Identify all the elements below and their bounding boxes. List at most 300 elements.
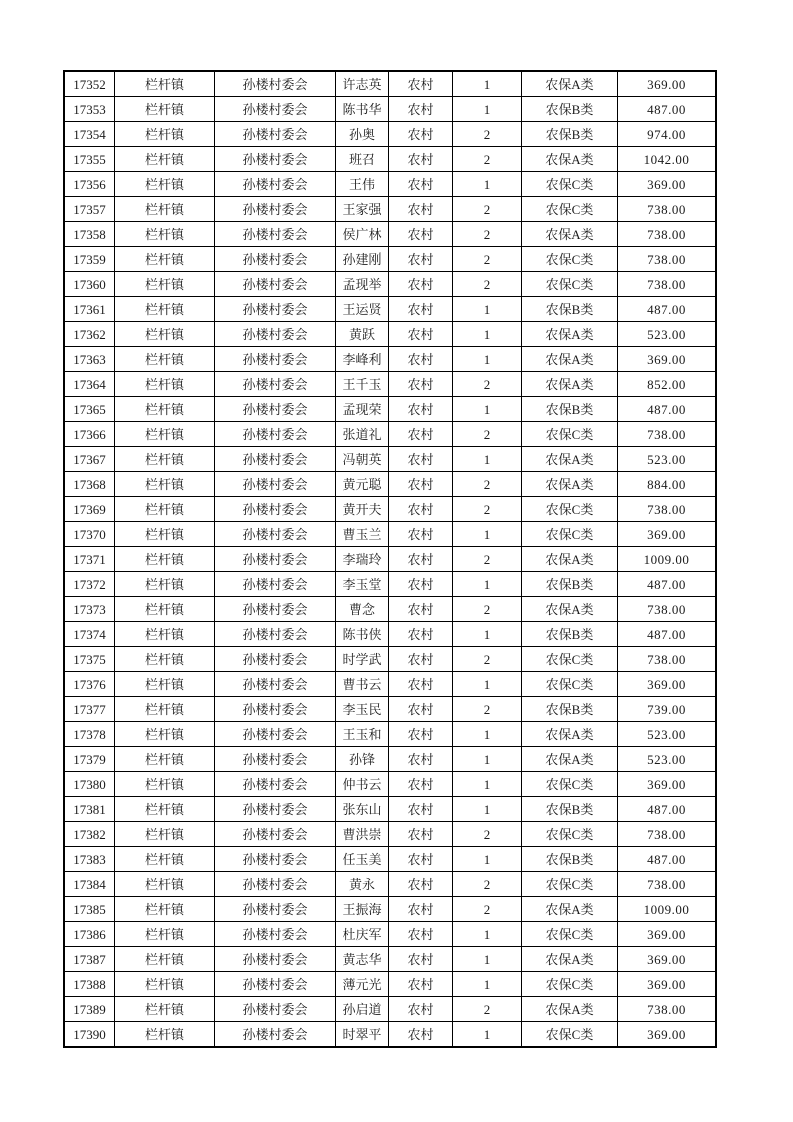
- cell-residence: 农村: [389, 497, 453, 522]
- cell-name: 张东山: [336, 797, 389, 822]
- cell-count: 1: [453, 772, 522, 797]
- cell-name: 陈书侠: [336, 622, 389, 647]
- table-row: [64, 172, 716, 197]
- cell-residence: 农村: [389, 597, 453, 622]
- cell-id: 17370: [64, 522, 115, 547]
- cell-count: 1: [453, 922, 522, 947]
- cell-name: 王振海: [336, 897, 389, 922]
- table-row: [64, 247, 716, 272]
- cell-id: 17365: [64, 397, 115, 422]
- table-row: [64, 922, 716, 947]
- cell-name: 李玉堂: [336, 572, 389, 597]
- cell-id: 17360: [64, 272, 115, 297]
- cell-town: 栏杆镇: [115, 572, 215, 597]
- cell-village: 孙楼村委会: [215, 222, 336, 247]
- cell-name: 王家强: [336, 197, 389, 222]
- cell-count: 2: [453, 197, 522, 222]
- cell-residence: 农村: [389, 847, 453, 872]
- cell-town: 栏杆镇: [115, 872, 215, 897]
- cell-name: 薄元光: [336, 972, 389, 997]
- cell-residence: 农村: [389, 197, 453, 222]
- cell-count: 2: [453, 597, 522, 622]
- cell-residence: 农村: [389, 997, 453, 1022]
- cell-amount: 738.00: [618, 247, 717, 272]
- table-row: [64, 147, 716, 172]
- cell-residence: 农村: [389, 872, 453, 897]
- cell-village: 孙楼村委会: [215, 122, 336, 147]
- cell-name: 王玉和: [336, 722, 389, 747]
- cell-count: 1: [453, 322, 522, 347]
- table-row: [64, 272, 716, 297]
- cell-amount: 523.00: [618, 322, 717, 347]
- cell-village: 孙楼村委会: [215, 497, 336, 522]
- cell-residence: 农村: [389, 797, 453, 822]
- cell-name: 曹书云: [336, 672, 389, 697]
- cell-amount: 1009.00: [618, 897, 717, 922]
- table-row: [64, 297, 716, 322]
- cell-residence: 农村: [389, 272, 453, 297]
- cell-category: 农保C类: [522, 522, 618, 547]
- cell-village: 孙楼村委会: [215, 797, 336, 822]
- cell-town: 栏杆镇: [115, 97, 215, 122]
- cell-id: 17353: [64, 97, 115, 122]
- cell-count: 1: [453, 797, 522, 822]
- cell-village: 孙楼村委会: [215, 647, 336, 672]
- cell-town: 栏杆镇: [115, 822, 215, 847]
- cell-name: 孙锋: [336, 747, 389, 772]
- cell-amount: 369.00: [618, 972, 717, 997]
- cell-residence: 农村: [389, 222, 453, 247]
- table-row: [64, 872, 716, 897]
- cell-residence: 农村: [389, 1022, 453, 1048]
- cell-village: 孙楼村委会: [215, 1022, 336, 1048]
- cell-amount: 487.00: [618, 297, 717, 322]
- cell-town: 栏杆镇: [115, 497, 215, 522]
- cell-village: 孙楼村委会: [215, 472, 336, 497]
- cell-town: 栏杆镇: [115, 147, 215, 172]
- cell-category: 农保C类: [522, 822, 618, 847]
- cell-town: 栏杆镇: [115, 297, 215, 322]
- cell-amount: 487.00: [618, 622, 717, 647]
- cell-name: 黄志华: [336, 947, 389, 972]
- cell-category: 农保C类: [522, 422, 618, 447]
- cell-residence: 农村: [389, 647, 453, 672]
- cell-village: 孙楼村委会: [215, 822, 336, 847]
- cell-amount: 739.00: [618, 697, 717, 722]
- cell-count: 2: [453, 997, 522, 1022]
- cell-id: 17354: [64, 122, 115, 147]
- cell-name: 曹玉兰: [336, 522, 389, 547]
- cell-name: 张道礼: [336, 422, 389, 447]
- table-row: [64, 747, 716, 772]
- cell-category: 农保A类: [522, 372, 618, 397]
- table-row: [64, 622, 716, 647]
- cell-amount: 369.00: [618, 347, 717, 372]
- cell-amount: 738.00: [618, 597, 717, 622]
- cell-count: 2: [453, 822, 522, 847]
- cell-count: 1: [453, 622, 522, 647]
- cell-id: 17367: [64, 447, 115, 472]
- cell-name: 黄跃: [336, 322, 389, 347]
- cell-count: 1: [453, 297, 522, 322]
- cell-id: 17369: [64, 497, 115, 522]
- cell-amount: 738.00: [618, 647, 717, 672]
- cell-category: 农保C类: [522, 197, 618, 222]
- cell-name: 李峰利: [336, 347, 389, 372]
- cell-count: 1: [453, 722, 522, 747]
- table-row: [64, 597, 716, 622]
- cell-name: 曹洪崇: [336, 822, 389, 847]
- cell-count: 2: [453, 872, 522, 897]
- cell-town: 栏杆镇: [115, 972, 215, 997]
- cell-name: 时翠平: [336, 1022, 389, 1048]
- cell-category: 农保A类: [522, 747, 618, 772]
- cell-village: 孙楼村委会: [215, 922, 336, 947]
- cell-town: 栏杆镇: [115, 422, 215, 447]
- cell-residence: 农村: [389, 322, 453, 347]
- cell-village: 孙楼村委会: [215, 747, 336, 772]
- table-row: [64, 522, 716, 547]
- cell-id: 17363: [64, 347, 115, 372]
- table-row: [64, 972, 716, 997]
- cell-town: 栏杆镇: [115, 597, 215, 622]
- cell-count: 1: [453, 71, 522, 97]
- cell-amount: 369.00: [618, 672, 717, 697]
- cell-residence: 农村: [389, 522, 453, 547]
- cell-residence: 农村: [389, 897, 453, 922]
- cell-id: 17356: [64, 172, 115, 197]
- cell-amount: 523.00: [618, 722, 717, 747]
- cell-village: 孙楼村委会: [215, 147, 336, 172]
- cell-town: 栏杆镇: [115, 747, 215, 772]
- cell-residence: 农村: [389, 747, 453, 772]
- cell-count: 1: [453, 97, 522, 122]
- cell-count: 1: [453, 172, 522, 197]
- cell-amount: 738.00: [618, 497, 717, 522]
- cell-town: 栏杆镇: [115, 697, 215, 722]
- cell-name: 时学武: [336, 647, 389, 672]
- cell-id: 17376: [64, 672, 115, 697]
- cell-amount: 974.00: [618, 122, 717, 147]
- cell-town: 栏杆镇: [115, 772, 215, 797]
- cell-village: 孙楼村委会: [215, 897, 336, 922]
- cell-amount: 487.00: [618, 847, 717, 872]
- table-row: [64, 197, 716, 222]
- cell-id: 17361: [64, 297, 115, 322]
- table-row: [64, 71, 716, 97]
- cell-residence: 农村: [389, 447, 453, 472]
- cell-village: 孙楼村委会: [215, 572, 336, 597]
- cell-id: 17364: [64, 372, 115, 397]
- cell-village: 孙楼村委会: [215, 322, 336, 347]
- table-row: [64, 322, 716, 347]
- cell-residence: 农村: [389, 97, 453, 122]
- cell-category: 农保C类: [522, 672, 618, 697]
- table-row: [64, 847, 716, 872]
- cell-residence: 农村: [389, 772, 453, 797]
- cell-residence: 农村: [389, 547, 453, 572]
- cell-count: 2: [453, 247, 522, 272]
- cell-category: 农保B类: [522, 122, 618, 147]
- cell-residence: 农村: [389, 397, 453, 422]
- table-row: [64, 572, 716, 597]
- cell-category: 农保C类: [522, 272, 618, 297]
- cell-residence: 农村: [389, 297, 453, 322]
- cell-village: 孙楼村委会: [215, 247, 336, 272]
- cell-id: 17380: [64, 772, 115, 797]
- cell-town: 栏杆镇: [115, 222, 215, 247]
- cell-village: 孙楼村委会: [215, 197, 336, 222]
- cell-category: 农保C类: [522, 872, 618, 897]
- cell-category: 农保A类: [522, 447, 618, 472]
- cell-count: 2: [453, 897, 522, 922]
- cell-category: 农保A类: [522, 347, 618, 372]
- table-row: [64, 447, 716, 472]
- cell-village: 孙楼村委会: [215, 372, 336, 397]
- cell-residence: 农村: [389, 622, 453, 647]
- cell-amount: 738.00: [618, 997, 717, 1022]
- cell-name: 王伟: [336, 172, 389, 197]
- cell-amount: 738.00: [618, 822, 717, 847]
- cell-village: 孙楼村委会: [215, 272, 336, 297]
- cell-count: 2: [453, 222, 522, 247]
- cell-count: 2: [453, 697, 522, 722]
- cell-town: 栏杆镇: [115, 397, 215, 422]
- cell-residence: 农村: [389, 247, 453, 272]
- cell-category: 农保B类: [522, 622, 618, 647]
- payment-table: [63, 70, 717, 1048]
- cell-id: 17379: [64, 747, 115, 772]
- cell-count: 1: [453, 972, 522, 997]
- cell-town: 栏杆镇: [115, 372, 215, 397]
- cell-category: 农保C类: [522, 497, 618, 522]
- cell-count: 2: [453, 547, 522, 572]
- cell-town: 栏杆镇: [115, 197, 215, 222]
- cell-village: 孙楼村委会: [215, 347, 336, 372]
- table-row: [64, 1022, 716, 1048]
- cell-amount: 369.00: [618, 772, 717, 797]
- cell-id: 17374: [64, 622, 115, 647]
- cell-amount: 369.00: [618, 71, 717, 97]
- cell-residence: 农村: [389, 572, 453, 597]
- cell-village: 孙楼村委会: [215, 997, 336, 1022]
- cell-town: 栏杆镇: [115, 1022, 215, 1048]
- cell-name: 王运贤: [336, 297, 389, 322]
- cell-id: 17377: [64, 697, 115, 722]
- cell-amount: 738.00: [618, 197, 717, 222]
- cell-village: 孙楼村委会: [215, 522, 336, 547]
- cell-id: 17355: [64, 147, 115, 172]
- cell-name: 黄开夫: [336, 497, 389, 522]
- cell-amount: 852.00: [618, 372, 717, 397]
- cell-amount: 369.00: [618, 922, 717, 947]
- cell-village: 孙楼村委会: [215, 597, 336, 622]
- cell-count: 1: [453, 572, 522, 597]
- table-row: [64, 372, 716, 397]
- cell-town: 栏杆镇: [115, 322, 215, 347]
- cell-id: 17389: [64, 997, 115, 1022]
- cell-id: 17366: [64, 422, 115, 447]
- cell-residence: 农村: [389, 947, 453, 972]
- cell-category: 农保B类: [522, 697, 618, 722]
- cell-id: 17388: [64, 972, 115, 997]
- table-row: [64, 222, 716, 247]
- table-row: [64, 722, 716, 747]
- cell-count: 1: [453, 447, 522, 472]
- cell-category: 农保A类: [522, 897, 618, 922]
- cell-town: 栏杆镇: [115, 272, 215, 297]
- cell-village: 孙楼村委会: [215, 547, 336, 572]
- table-row: [64, 122, 716, 147]
- cell-category: 农保B类: [522, 797, 618, 822]
- table-row: [64, 947, 716, 972]
- cell-id: 17383: [64, 847, 115, 872]
- cell-amount: 487.00: [618, 97, 717, 122]
- cell-name: 许志英: [336, 71, 389, 97]
- cell-village: 孙楼村委会: [215, 772, 336, 797]
- cell-category: 农保A类: [522, 947, 618, 972]
- cell-id: 17372: [64, 572, 115, 597]
- cell-amount: 369.00: [618, 522, 717, 547]
- cell-village: 孙楼村委会: [215, 397, 336, 422]
- cell-id: 17359: [64, 247, 115, 272]
- cell-count: 2: [453, 422, 522, 447]
- table-row: [64, 672, 716, 697]
- cell-id: 17375: [64, 647, 115, 672]
- cell-category: 农保A类: [522, 322, 618, 347]
- cell-name: 孟现举: [336, 272, 389, 297]
- cell-amount: 487.00: [618, 397, 717, 422]
- cell-count: 2: [453, 122, 522, 147]
- cell-category: 农保A类: [522, 597, 618, 622]
- cell-name: 任玉美: [336, 847, 389, 872]
- cell-count: 2: [453, 147, 522, 172]
- cell-residence: 农村: [389, 122, 453, 147]
- cell-category: 农保C类: [522, 922, 618, 947]
- cell-residence: 农村: [389, 147, 453, 172]
- cell-residence: 农村: [389, 172, 453, 197]
- cell-name: 曹念: [336, 597, 389, 622]
- cell-town: 栏杆镇: [115, 122, 215, 147]
- cell-count: 1: [453, 397, 522, 422]
- table-row: [64, 822, 716, 847]
- cell-id: 17371: [64, 547, 115, 572]
- cell-id: 17382: [64, 822, 115, 847]
- cell-amount: 1042.00: [618, 147, 717, 172]
- cell-town: 栏杆镇: [115, 672, 215, 697]
- cell-village: 孙楼村委会: [215, 447, 336, 472]
- cell-village: 孙楼村委会: [215, 697, 336, 722]
- cell-village: 孙楼村委会: [215, 97, 336, 122]
- cell-count: 2: [453, 647, 522, 672]
- cell-category: 农保C类: [522, 972, 618, 997]
- cell-residence: 农村: [389, 372, 453, 397]
- cell-residence: 农村: [389, 672, 453, 697]
- cell-village: 孙楼村委会: [215, 972, 336, 997]
- cell-count: 1: [453, 522, 522, 547]
- cell-category: 农保C类: [522, 1022, 618, 1048]
- cell-count: 1: [453, 347, 522, 372]
- cell-village: 孙楼村委会: [215, 947, 336, 972]
- cell-residence: 农村: [389, 822, 453, 847]
- table-row: [64, 397, 716, 422]
- cell-category: 农保A类: [522, 71, 618, 97]
- cell-id: 17362: [64, 322, 115, 347]
- table-row: [64, 472, 716, 497]
- cell-town: 栏杆镇: [115, 71, 215, 97]
- cell-category: 农保A类: [522, 147, 618, 172]
- cell-town: 栏杆镇: [115, 947, 215, 972]
- cell-name: 李玉民: [336, 697, 389, 722]
- cell-category: 农保B类: [522, 847, 618, 872]
- cell-id: 17381: [64, 797, 115, 822]
- cell-town: 栏杆镇: [115, 897, 215, 922]
- cell-id: 17368: [64, 472, 115, 497]
- cell-village: 孙楼村委会: [215, 622, 336, 647]
- cell-residence: 农村: [389, 922, 453, 947]
- cell-village: 孙楼村委会: [215, 297, 336, 322]
- cell-category: 农保B类: [522, 297, 618, 322]
- cell-id: 17373: [64, 597, 115, 622]
- cell-town: 栏杆镇: [115, 522, 215, 547]
- cell-id: 17387: [64, 947, 115, 972]
- table-row: [64, 797, 716, 822]
- cell-village: 孙楼村委会: [215, 71, 336, 97]
- cell-count: 2: [453, 272, 522, 297]
- cell-amount: 369.00: [618, 1022, 717, 1048]
- cell-amount: 738.00: [618, 422, 717, 447]
- cell-amount: 1009.00: [618, 547, 717, 572]
- table-row: [64, 647, 716, 672]
- table-row: [64, 897, 716, 922]
- cell-name: 冯朝英: [336, 447, 389, 472]
- cell-category: 农保B类: [522, 572, 618, 597]
- cell-amount: 487.00: [618, 572, 717, 597]
- cell-town: 栏杆镇: [115, 547, 215, 572]
- cell-amount: 884.00: [618, 472, 717, 497]
- table-row: [64, 697, 716, 722]
- cell-town: 栏杆镇: [115, 722, 215, 747]
- cell-amount: 523.00: [618, 747, 717, 772]
- cell-amount: 738.00: [618, 272, 717, 297]
- cell-town: 栏杆镇: [115, 447, 215, 472]
- cell-category: 农保C类: [522, 647, 618, 672]
- cell-name: 孟现荣: [336, 397, 389, 422]
- table-row: [64, 772, 716, 797]
- table-row: [64, 347, 716, 372]
- cell-residence: 农村: [389, 472, 453, 497]
- table-row: [64, 97, 716, 122]
- cell-category: 农保A类: [522, 222, 618, 247]
- cell-count: 1: [453, 672, 522, 697]
- cell-name: 黄元聪: [336, 472, 389, 497]
- cell-village: 孙楼村委会: [215, 672, 336, 697]
- cell-category: 农保B类: [522, 397, 618, 422]
- cell-id: 17378: [64, 722, 115, 747]
- cell-category: 农保C类: [522, 247, 618, 272]
- cell-category: 农保C类: [522, 172, 618, 197]
- cell-residence: 农村: [389, 722, 453, 747]
- cell-residence: 农村: [389, 697, 453, 722]
- cell-category: 农保B类: [522, 97, 618, 122]
- cell-name: 陈书华: [336, 97, 389, 122]
- cell-category: 农保A类: [522, 472, 618, 497]
- cell-town: 栏杆镇: [115, 622, 215, 647]
- cell-count: 1: [453, 1022, 522, 1048]
- cell-village: 孙楼村委会: [215, 172, 336, 197]
- cell-village: 孙楼村委会: [215, 847, 336, 872]
- cell-count: 2: [453, 472, 522, 497]
